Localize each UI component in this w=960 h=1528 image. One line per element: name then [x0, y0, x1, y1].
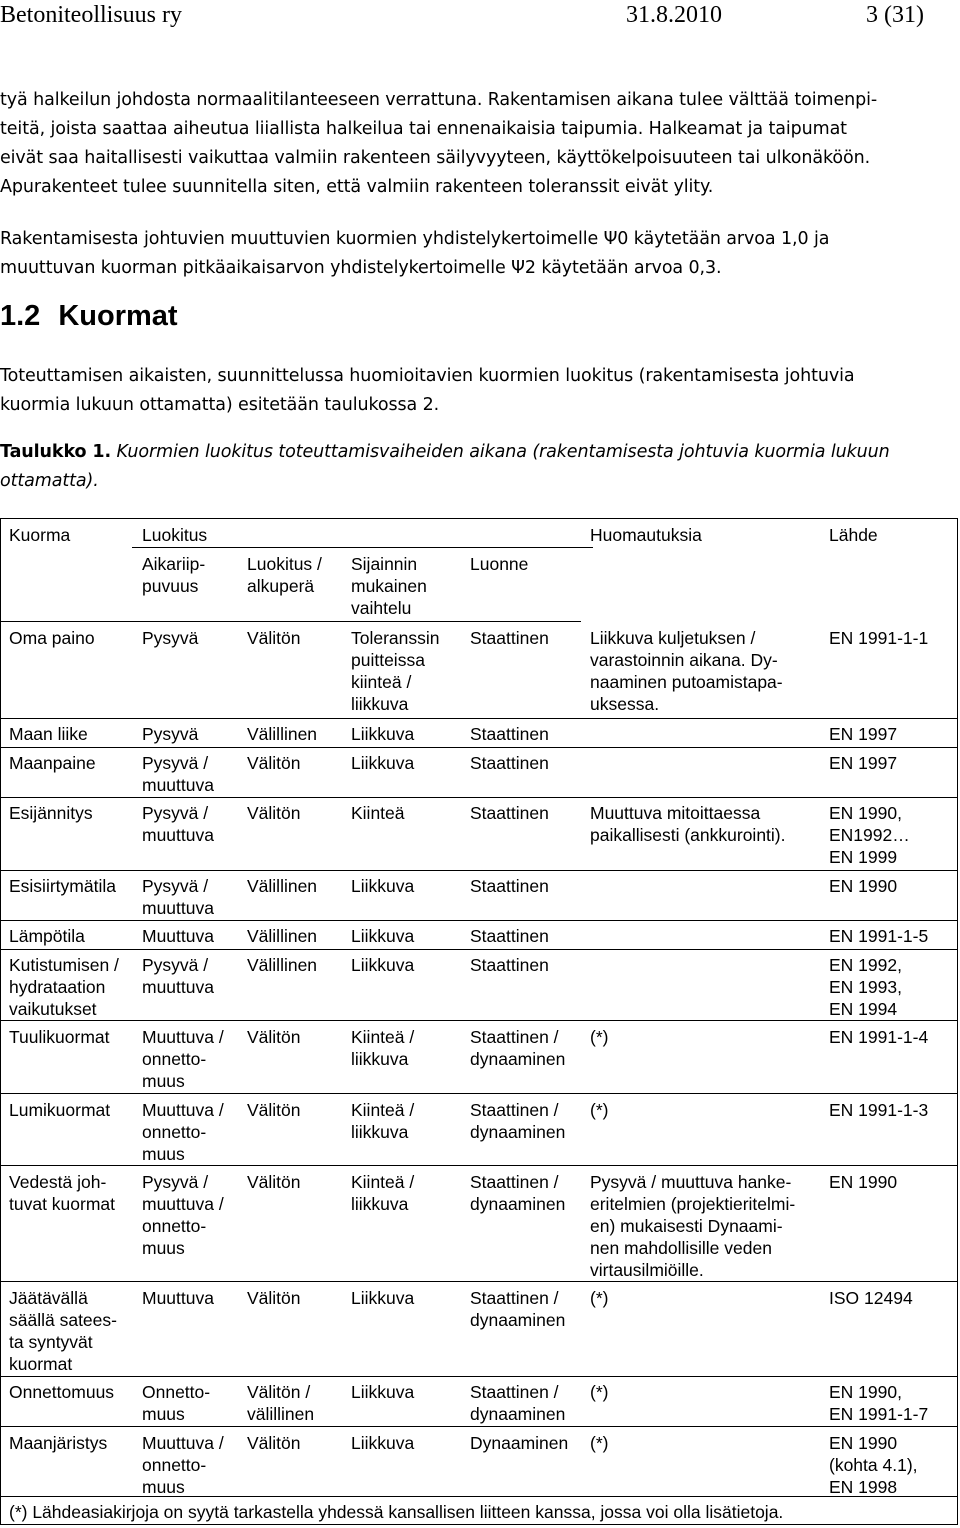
cell-line: en) mukaisesti Dynaami- — [590, 1216, 783, 1236]
row-divider — [1, 949, 957, 950]
col-lahde-cell — [829, 627, 928, 649]
col-sijainti-cell — [351, 1381, 414, 1403]
caption-text: Kuormien luokitus toteuttamisvaiheiden aikana (rakentamisesta johtuvia kuormia lukuun — [111, 442, 890, 462]
cell-line: muuttuva — [142, 825, 214, 845]
cell-line: Staattinen — [470, 876, 549, 896]
col-luonne-cell — [470, 752, 549, 774]
subheader-luonne — [470, 553, 528, 575]
cell-line: Staattinen — [470, 955, 549, 975]
cell-line: ISO 12494 — [829, 1288, 913, 1308]
cell-line: kiinteä / — [351, 672, 412, 692]
cell-line: muus — [142, 1071, 185, 1091]
col-sijainti-cell — [351, 1432, 414, 1454]
col-sijainti-cell — [351, 752, 414, 774]
cell-line: Pysyvä / muuttuva hanke- — [590, 1172, 792, 1192]
col-luonne-cell — [470, 1287, 565, 1331]
row-divider — [1, 870, 957, 871]
cell-line: Liikkuva kuljetuksen / — [590, 628, 756, 648]
cell-line: tuvat kuormat — [9, 1194, 116, 1214]
subheader-line: Luonne — [470, 554, 529, 574]
paragraph-cracking — [0, 86, 960, 202]
cell-line: Välitön — [247, 803, 301, 823]
col-luonne-cell — [470, 875, 549, 897]
cell-line: Maanpaine — [9, 753, 96, 773]
cell-line: muus — [142, 1238, 185, 1258]
row-divider — [1, 1496, 957, 1497]
col-huomautuksia-cell — [590, 1171, 795, 1281]
subheader-line: Luokitus / — [247, 554, 322, 574]
col-alkupera-cell — [247, 802, 301, 824]
col-kuorma-cell — [9, 1381, 114, 1403]
col-luonne-cell — [470, 723, 549, 745]
col-aikariippuvuus-cell — [142, 752, 214, 796]
cell-line: varastoinnin aikana. Dy- — [590, 650, 778, 670]
cell-line: Liikkuva — [351, 1433, 415, 1453]
cell-line: onnetto- — [142, 1122, 207, 1142]
row-divider — [1, 1165, 957, 1166]
cell-line: Pysyvä / — [142, 753, 209, 773]
subheader-line: vaihtelu — [351, 598, 412, 618]
cell-line: EN 1994 — [829, 999, 898, 1019]
cell-line: Kutistumisen / — [9, 955, 119, 975]
cell-line: Välitön — [247, 1027, 301, 1047]
col-aikariippuvuus-cell — [142, 1432, 224, 1498]
cell-line: Staattinen / — [470, 1288, 559, 1308]
col-luonne-cell — [470, 1171, 565, 1215]
col-kuorma-cell — [9, 875, 116, 897]
cell-line: Tuulikuormat — [9, 1027, 110, 1047]
col-aikariippuvuus-cell — [142, 1099, 224, 1165]
subheader-alkupera — [247, 553, 322, 597]
cell-line: Välillinen — [247, 955, 318, 975]
cell-line: Muuttuva mitoittaessa — [590, 803, 761, 823]
col-lahde-cell — [829, 1381, 928, 1425]
cell-line: Staattinen — [470, 803, 549, 823]
cell-line: (*) — [590, 1433, 609, 1453]
row-divider — [1, 797, 957, 798]
col-huomautuksia-cell — [590, 1026, 608, 1048]
cell-line: Kiinteä / — [351, 1027, 415, 1047]
col-alkupera-cell — [247, 1381, 314, 1425]
cell-line: Välitön — [247, 1433, 301, 1453]
col-alkupera-cell — [247, 627, 301, 649]
cell-line: Vedestä joh- — [9, 1172, 107, 1192]
header-divider — [132, 547, 593, 548]
cell-line: Liikkuva — [351, 926, 415, 946]
cell-line: Esisiirtymätila — [9, 876, 116, 896]
cell-line: Maan liike — [9, 724, 88, 744]
col-alkupera-cell — [247, 723, 317, 745]
cell-line: Pysyvä / — [142, 955, 209, 975]
col-kuorma-cell — [9, 723, 88, 745]
cell-line: onnetto- — [142, 1216, 207, 1236]
cell-line: puitteissa — [351, 650, 425, 670]
col-alkupera-cell — [247, 1287, 301, 1309]
cell-line: Staattinen — [470, 753, 549, 773]
cell-line: välillinen — [247, 1404, 315, 1424]
cell-line: liikkuva — [351, 694, 409, 714]
cell-line: Liikkuva — [351, 955, 415, 975]
text-line: tyä halkeilun johdosta normaalitilanteeseen verrattuna. Rakentamisen aikana tulee välttää toimenpi- — [0, 90, 878, 110]
cell-line: muus — [142, 1404, 185, 1424]
cell-line: Muuttuva / — [142, 1433, 224, 1453]
subheader-line: Sijainnin — [351, 554, 418, 574]
cell-line: EN 1999 — [829, 847, 898, 867]
col-aikariippuvuus-cell — [142, 627, 198, 649]
cell-line: virtausilmiöille. — [590, 1260, 704, 1280]
cell-line: Välitön / — [247, 1382, 311, 1402]
col-kuorma-cell — [9, 1171, 115, 1215]
col-huomautuksia-cell — [590, 1381, 608, 1403]
text-line: Rakentamisesta johtuvien muuttuvien kuormien yhdistelykertoimelle Ψ0 käytetään arvoa 1,0 ja — [0, 229, 830, 249]
col-huomautuksia-cell — [590, 802, 786, 846]
col-lahde-cell — [829, 1099, 928, 1121]
col-alkupera-cell — [247, 752, 301, 774]
cell-line: Liikkuva — [351, 1382, 415, 1402]
subheader-sijainti — [351, 553, 427, 619]
cell-line: Välitön — [247, 628, 301, 648]
col-sijainti-cell — [351, 1099, 414, 1143]
cell-line: Pysyvä / — [142, 1172, 209, 1192]
cell-line: EN1992… — [829, 825, 910, 845]
cell-line: (*) — [590, 1100, 609, 1120]
cell-line: Lämpötila — [9, 926, 85, 946]
cell-line: Staattinen / — [470, 1382, 559, 1402]
cell-line: Kiinteä / — [351, 1100, 415, 1120]
col-alkupera-cell — [247, 954, 317, 976]
subheader-line: alkuperä — [247, 576, 315, 596]
cell-line: Staattinen — [470, 724, 549, 744]
cell-line: kuormat — [9, 1354, 73, 1374]
col-aikariippuvuus-cell — [142, 723, 198, 745]
cell-line: hydrataation — [9, 977, 106, 997]
cell-line: muus — [142, 1144, 185, 1164]
caption-label: Taulukko 1. — [0, 442, 112, 462]
col-aikariippuvuus-cell — [142, 954, 214, 998]
cell-line: Liikkuva — [351, 876, 415, 896]
cell-line: Onnetto- — [142, 1382, 211, 1402]
cell-line: EN 1990 — [829, 1433, 898, 1453]
col-huomautuksia-cell — [590, 627, 783, 715]
cell-line: liikkuva — [351, 1194, 409, 1214]
cell-line: Liikkuva — [351, 1288, 415, 1308]
cell-line: Välitön — [247, 753, 301, 773]
cell-line: EN 1990, — [829, 803, 902, 823]
col-alkupera-cell — [247, 1432, 301, 1454]
col-huomautuksia-cell — [590, 1287, 608, 1309]
col-luonne-cell — [470, 627, 549, 649]
col-sijainti-cell — [351, 627, 440, 715]
cell-line: EN 1991-1-5 — [829, 926, 929, 946]
col-lahde-cell — [829, 802, 910, 868]
cell-line: muuttuva — [142, 898, 214, 918]
col-kuorma-cell — [9, 1099, 110, 1121]
cell-line: vaikutukset — [9, 999, 97, 1019]
cell-line: säällä satees- — [9, 1310, 117, 1330]
row-divider — [1, 920, 957, 921]
col-aikariippuvuus-cell — [142, 1381, 210, 1425]
cell-line: onnetto- — [142, 1049, 207, 1069]
header-huomautuksia: Huomautuksia — [590, 525, 702, 545]
page-header — [0, 2, 960, 32]
cell-line: (*) — [590, 1288, 609, 1308]
caption-line — [0, 438, 960, 467]
col-luonne-cell — [470, 1432, 568, 1454]
col-luonne-cell — [470, 1381, 565, 1425]
table-footnote: (*) Lähdeasiakirjoja on syytä tarkastella yhdessä kansallisen liitteen kanssa, jossa voi olla lisätietoja. — [9, 1502, 784, 1522]
cell-line: EN 1990 — [829, 1172, 898, 1192]
col-kuorma-cell — [9, 925, 85, 947]
cell-line: muuttuva — [142, 775, 214, 795]
col-sijainti-cell — [351, 1287, 414, 1309]
cell-line: Toleranssin — [351, 628, 440, 648]
subheader-line: Aikariip- — [142, 554, 206, 574]
col-lahde-cell — [829, 752, 897, 774]
col-alkupera-cell — [247, 925, 317, 947]
col-luonne-cell — [470, 802, 549, 824]
col-kuorma-cell — [9, 1026, 110, 1048]
cell-line: EN 1991-1-3 — [829, 1100, 929, 1120]
col-luonne-cell — [470, 1026, 565, 1070]
col-lahde-cell — [829, 1287, 913, 1309]
cell-line: nen mahdollisille veden — [590, 1238, 772, 1258]
col-lahde-cell — [829, 1026, 928, 1048]
organization-name: Betoniteollisuus ry — [0, 2, 182, 28]
cell-line: Pysyvä — [142, 724, 199, 744]
col-luonne-cell — [470, 925, 549, 947]
col-luonne-cell — [470, 1099, 565, 1143]
cell-line: Staattinen — [470, 926, 549, 946]
page-number: 3 (31) — [866, 2, 924, 28]
cell-line: Staattinen / — [470, 1100, 559, 1120]
col-sijainti-cell — [351, 802, 405, 824]
cell-line: EN 1990, — [829, 1382, 902, 1402]
cell-line: Oma paino — [9, 628, 95, 648]
text-line: teitä, joista saattaa aiheutua liiallista halkeilua tai ennenaikaisia taipumia. Halkeamat ja taipumat — [0, 119, 847, 139]
text-line: eivät saa haitallisesti vaikuttaa valmiin rakenteen säilyvyyteen, käyttökelpoisuuteen tai ulkonäköön. — [0, 148, 871, 168]
text-line: muuttuvan kuorman pitkäaikaisarvon yhdistelykertoimelle Ψ2 käytetään arvoa 0,3. — [0, 258, 722, 278]
cell-line: EN 1992, — [829, 955, 902, 975]
caption-line: ottamatta). — [0, 471, 99, 491]
col-kuorma-cell — [9, 802, 93, 824]
cell-line: dynaaminen — [470, 1049, 566, 1069]
row-divider — [1, 747, 957, 748]
table-caption — [0, 438, 960, 496]
col-sijainti-cell — [351, 723, 414, 745]
row-divider — [1, 1281, 957, 1282]
col-aikariippuvuus-cell — [142, 802, 214, 846]
cell-line: Liikkuva — [351, 753, 415, 773]
document-date: 31.8.2010 — [626, 2, 722, 28]
cell-line: EN 1991-1-4 — [829, 1027, 929, 1047]
text-line: kuormia lukuun ottamatta) esitetään taulukossa 2. — [0, 395, 440, 415]
col-kuorma-cell — [9, 954, 119, 1020]
cell-line: muuttuva — [142, 977, 214, 997]
cell-line: EN 1990 — [829, 876, 898, 896]
cell-line: EN 1998 — [829, 1477, 898, 1497]
subheader-line: puvuus — [142, 576, 199, 596]
col-lahde-cell — [829, 723, 897, 745]
col-alkupera-cell — [247, 875, 317, 897]
cell-line: Staattinen / — [470, 1172, 559, 1192]
subheader-aikariippuvuus — [142, 553, 205, 597]
cell-line: uksessa. — [590, 694, 660, 714]
col-lahde-cell — [829, 1171, 897, 1193]
cell-line: Muuttuva / — [142, 1100, 224, 1120]
cell-line: onnetto- — [142, 1455, 207, 1475]
col-sijainti-cell — [351, 925, 414, 947]
col-kuorma-cell — [9, 752, 96, 774]
row-divider — [1, 1020, 957, 1021]
section-title: Kuormat — [58, 300, 178, 332]
cell-line: Jäätävällä — [9, 1288, 88, 1308]
header-kuorma: Kuorma — [9, 525, 71, 545]
cell-line: Välitön — [247, 1288, 301, 1308]
cell-line: Välillinen — [247, 926, 318, 946]
cell-line: EN 1997 — [829, 753, 898, 773]
cell-line: Kiinteä — [351, 803, 405, 823]
cell-line: Lumikuormat — [9, 1100, 111, 1120]
cell-line: Muuttuva / — [142, 1027, 224, 1047]
header-luokitus: Luokitus — [142, 525, 208, 545]
col-kuorma-cell — [9, 627, 95, 649]
header-bottom-divider — [1, 621, 581, 622]
cell-line: Välillinen — [247, 724, 318, 744]
col-lahde-cell — [829, 1432, 918, 1498]
cell-line: Pysyvä — [142, 628, 199, 648]
col-lahde-cell — [829, 954, 902, 1020]
cell-line: liikkuva — [351, 1049, 409, 1069]
cell-line: ta syntyvät — [9, 1332, 93, 1352]
cell-line: Dynaaminen — [470, 1433, 569, 1453]
cell-line: EN 1991-1-7 — [829, 1404, 929, 1424]
col-huomautuksia-cell — [590, 1432, 608, 1454]
cell-line: Pysyvä / — [142, 803, 209, 823]
cell-line: muuttuva / — [142, 1194, 224, 1214]
cell-line: liikkuva — [351, 1122, 409, 1142]
cell-line: Maanjäristys — [9, 1433, 108, 1453]
row-divider — [1, 1376, 957, 1377]
cell-line: Muuttuva — [142, 1288, 214, 1308]
section-heading — [0, 300, 178, 333]
cell-line: dynaaminen — [470, 1310, 566, 1330]
col-sijainti-cell — [351, 875, 414, 897]
cell-line: Staattinen / — [470, 1027, 559, 1047]
cell-line: paikallisesti (ankkurointi). — [590, 825, 786, 845]
cell-line: Välitön — [247, 1100, 301, 1120]
text-line: Toteuttamisen aikaisten, suunnittelussa huomioitavien kuormien luokitus (rakentamisesta johtuvia — [0, 366, 855, 386]
section-number: 1.2 — [0, 300, 41, 332]
col-luonne-cell — [470, 954, 549, 976]
text-line: Apurakenteet tulee suunnitella siten, että valmiin rakenteen toleranssit eivät ylity. — [0, 177, 714, 197]
cell-line: (*) — [590, 1027, 609, 1047]
cell-line: Välillinen — [247, 876, 318, 896]
col-aikariippuvuus-cell — [142, 875, 214, 919]
cell-line: naaminen putoamistapa- — [590, 672, 783, 692]
col-alkupera-cell — [247, 1171, 301, 1193]
paragraph-combination-factors — [0, 225, 960, 283]
cell-line: (kohta 4.1), — [829, 1455, 918, 1475]
paragraph-load-classification — [0, 362, 960, 420]
cell-line: EN 1997 — [829, 724, 898, 744]
cell-line: eritelmien (projektieritelmi- — [590, 1194, 796, 1214]
col-sijainti-cell — [351, 1026, 414, 1070]
cell-line: Onnettomuus — [9, 1382, 115, 1402]
cell-line: Staattinen — [470, 628, 549, 648]
cell-line: Välitön — [247, 1172, 301, 1192]
col-lahde-cell — [829, 875, 897, 897]
col-sijainti-cell — [351, 1171, 414, 1215]
col-kuorma-cell — [9, 1432, 107, 1454]
col-aikariippuvuus-cell — [142, 1287, 214, 1309]
col-alkupera-cell — [247, 1099, 301, 1121]
cell-line: Kiinteä / — [351, 1172, 415, 1192]
row-divider — [1, 1093, 957, 1094]
cell-line: EN 1991-1-1 — [829, 628, 929, 648]
col-aikariippuvuus-cell — [142, 925, 214, 947]
cell-line: Liikkuva — [351, 724, 415, 744]
cell-line: Esijännitys — [9, 803, 93, 823]
cell-line: Pysyvä / — [142, 876, 209, 896]
cell-line: dynaaminen — [470, 1194, 566, 1214]
col-sijainti-cell — [351, 954, 414, 976]
cell-line: EN 1993, — [829, 977, 902, 997]
load-classification-table — [0, 518, 958, 1525]
cell-line: (*) — [590, 1382, 609, 1402]
col-huomautuksia-cell — [590, 1099, 608, 1121]
col-aikariippuvuus-cell — [142, 1026, 224, 1092]
subheader-line: mukainen — [351, 576, 427, 596]
cell-line: muus — [142, 1477, 185, 1497]
col-kuorma-cell — [9, 1287, 117, 1375]
row-divider — [1, 1426, 957, 1427]
row-divider — [1, 718, 957, 719]
col-alkupera-cell — [247, 1026, 301, 1048]
header-lahde: Lähde — [829, 525, 878, 545]
cell-line: dynaaminen — [470, 1404, 566, 1424]
cell-line: dynaaminen — [470, 1122, 566, 1142]
col-lahde-cell — [829, 925, 928, 947]
col-aikariippuvuus-cell — [142, 1171, 224, 1259]
cell-line: Muuttuva — [142, 926, 214, 946]
